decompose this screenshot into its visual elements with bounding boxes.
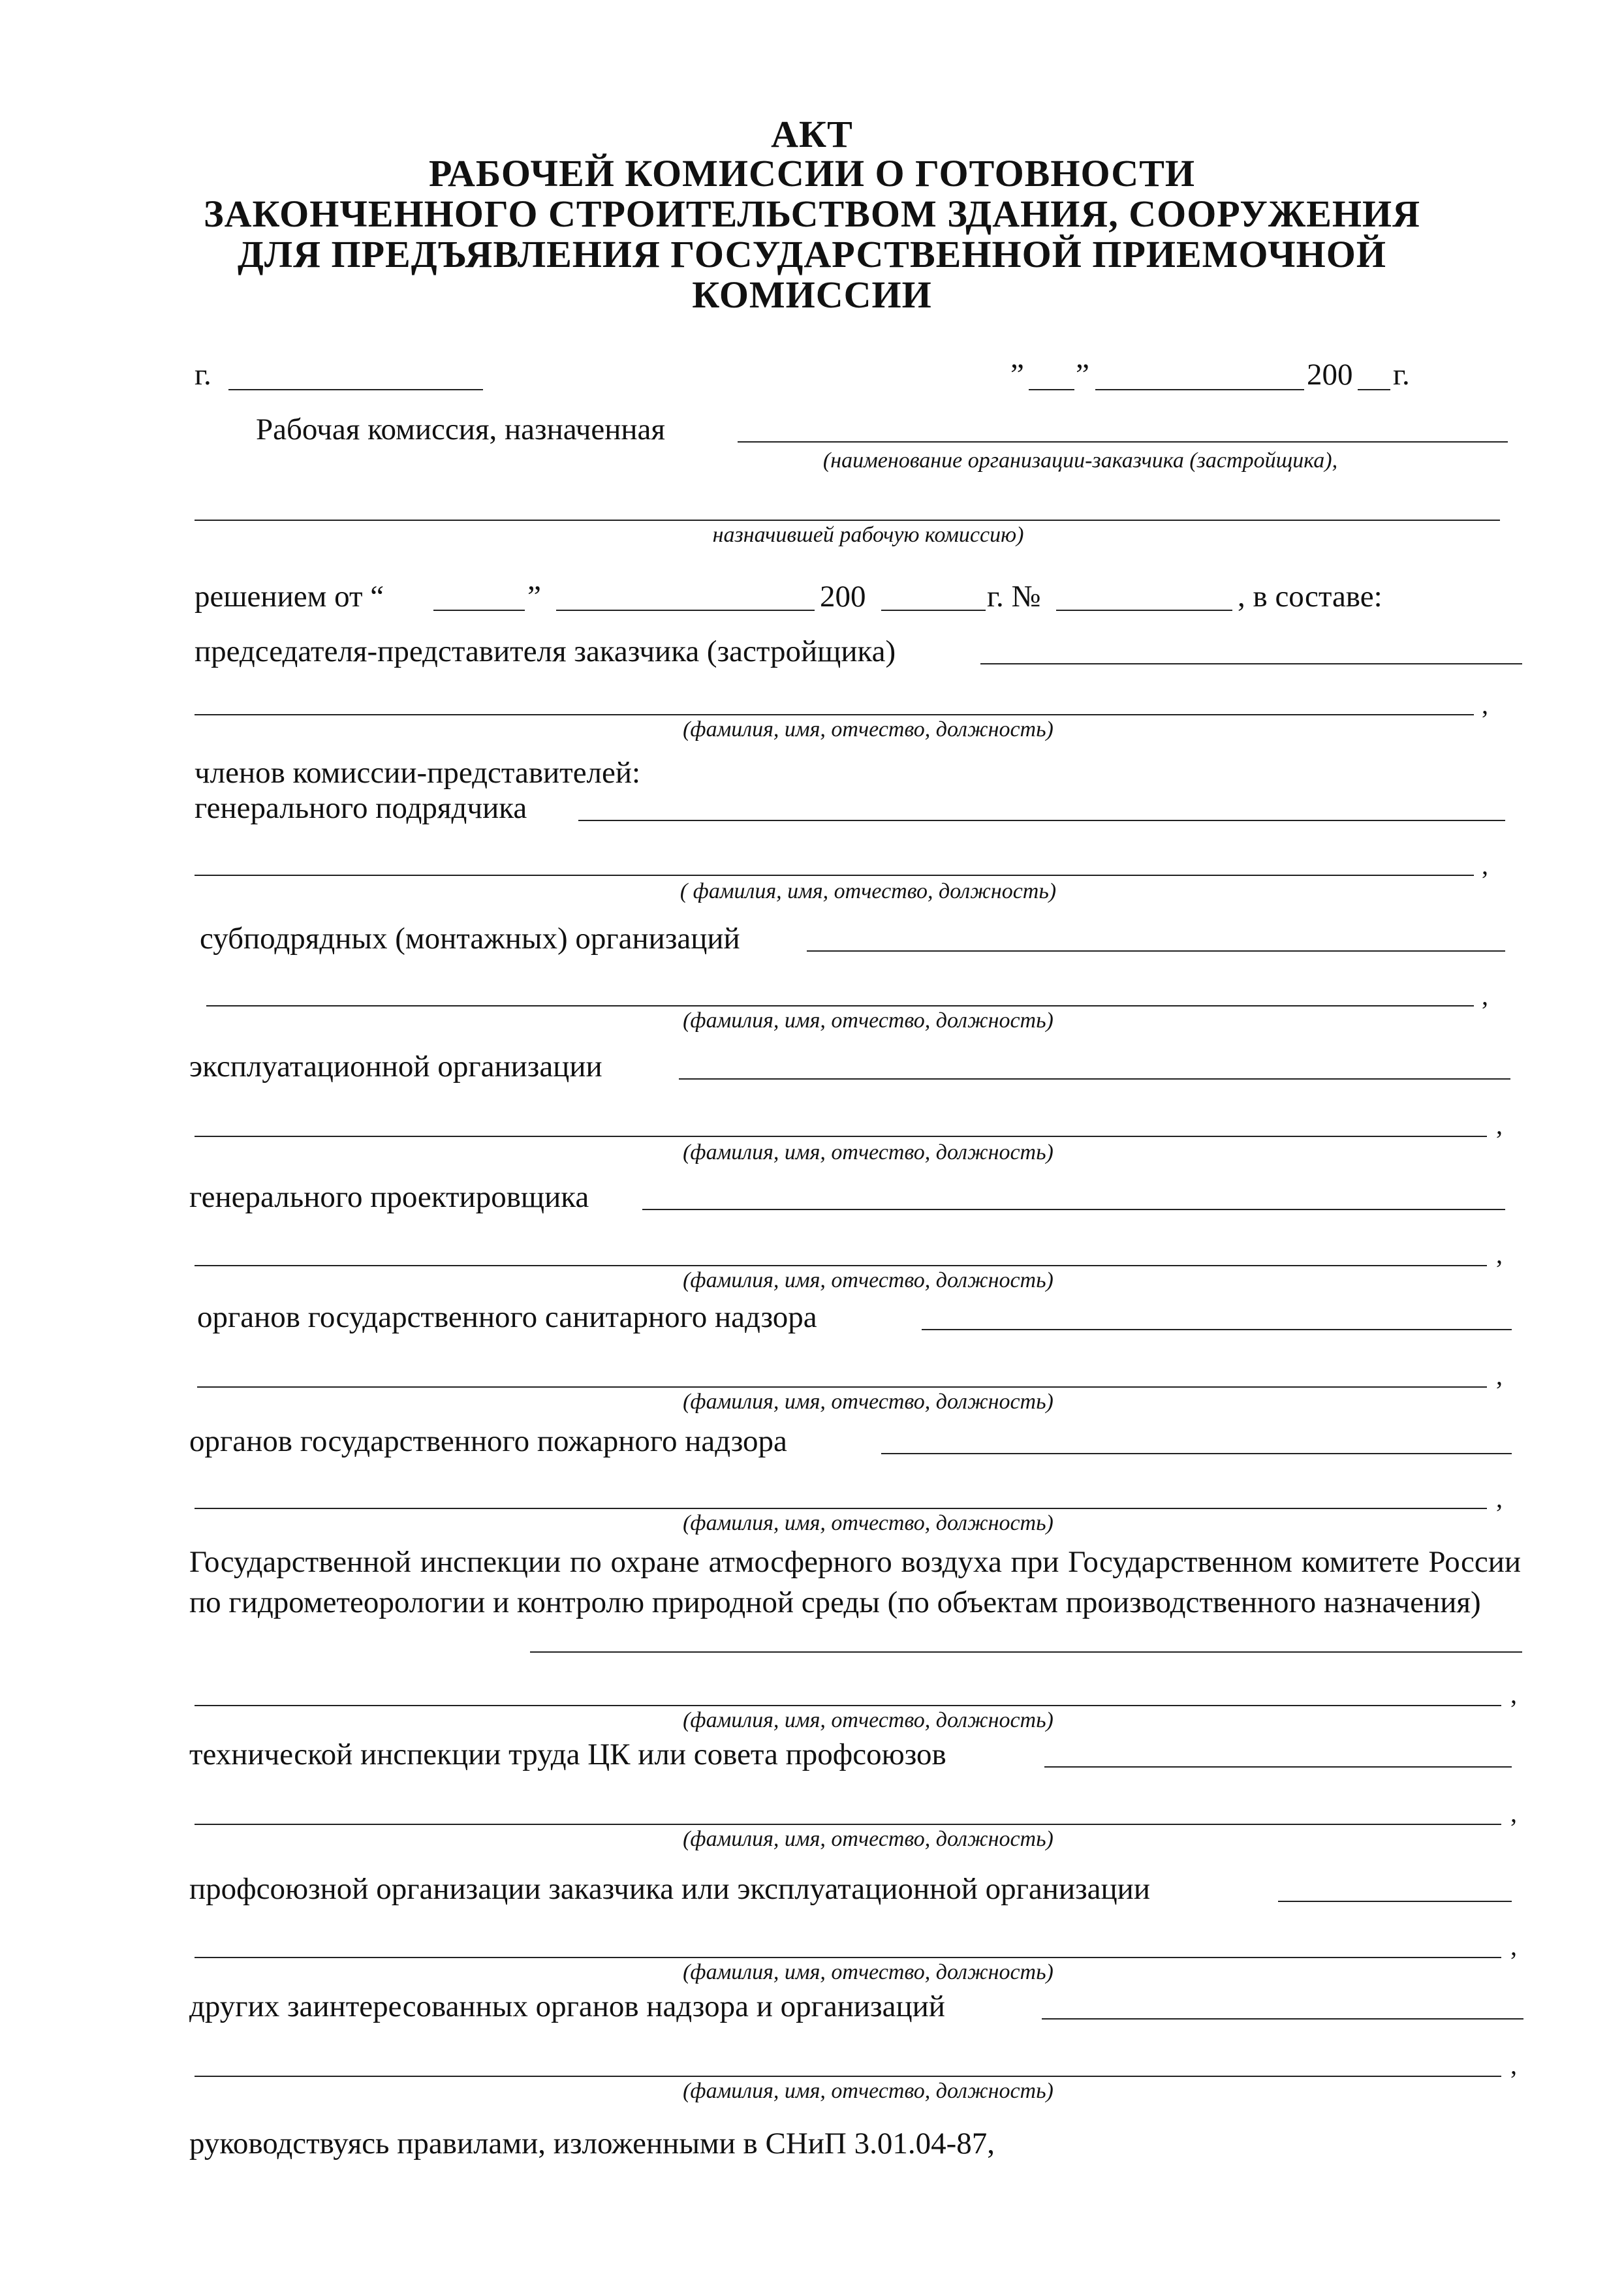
labor-inspection-comma: , [1510,1798,1517,1828]
decision-no-label: г. № [987,580,1041,614]
general-contractor-field-2[interactable] [195,875,1474,876]
title-line-2: ЗАКОНЧЕННОГО СТРОИТЕЛЬСТВОМ ЗДАНИЯ, СООРУЖЕНИЯ [203,193,1421,235]
sanitary-field-2[interactable] [197,1386,1487,1388]
trade-union-caption: (фамилия, имя, отчество, должность) [683,1960,1054,1984]
date-year-suffix: г. [1393,358,1410,392]
sanitary-caption: (фамилия, имя, отчество, должность) [683,1390,1054,1414]
chairman-comma: , [1482,690,1488,719]
subcontractors-comma: , [1482,981,1488,1010]
fire-field-2[interactable] [195,1508,1487,1509]
subcontractors-label: субподрядных (монтажных) организаций [200,922,740,956]
other-bodies-comma: , [1510,2050,1517,2080]
decision-month-field[interactable] [556,610,815,611]
general-designer-comma: , [1496,1240,1503,1269]
general-contractor-comma: , [1482,850,1488,880]
date-quote-open: ” [1010,358,1024,392]
guided-by-text: руководствуясь правилами, изложенными в СНиП 3.01.04-87, [189,2127,995,2160]
trade-union-field-2[interactable] [195,1957,1501,1958]
general-contractor-caption: ( фамилия, имя, отчество, должность) [679,879,1057,903]
org-caption: (наименование организации-заказчика (застройщика), [822,448,1338,473]
operating-org-field[interactable] [679,1078,1510,1080]
sanitary-comma: , [1496,1361,1503,1390]
date-year-prefix: 200 [1307,358,1353,392]
air-inspection-comma: , [1510,1679,1517,1709]
decision-prefix: решением от “ [195,580,384,614]
date-quote-close: ” [1076,358,1089,392]
other-bodies-label: других заинтересованных органов надзора и организаций [189,1989,945,2023]
trade-union-field[interactable] [1278,1901,1512,1902]
air-inspection-field-2[interactable] [195,1705,1501,1706]
trade-union-comma: , [1510,1931,1517,1961]
fire-caption: (фамилия, имя, отчество, должность) [683,1511,1054,1535]
members-label: членов комиссии-представителей: [195,756,641,790]
general-contractor-field[interactable] [578,820,1505,821]
decision-suffix: , в составе: [1238,580,1382,614]
decision-number-field[interactable] [1056,610,1232,611]
chairman-field-2[interactable] [195,714,1474,715]
fire-label: органов государственного пожарного надзора [189,1424,787,1458]
general-designer-caption: (фамилия, имя, отчество, должность) [683,1268,1054,1292]
other-bodies-field[interactable] [1042,2018,1523,2020]
air-inspection-label: Государственной инспекции по охране атмосферного воздуха при Государственном комитете России по гидрометеорологии и контролю природной среды (по объектам производственного назначения) [189,1545,1521,1619]
date-year-field[interactable] [1358,389,1390,390]
general-designer-field[interactable] [642,1209,1505,1210]
appointing-org-field[interactable] [738,441,1508,443]
decision-year-field[interactable] [881,610,986,611]
title-line-3: ДЛЯ ПРЕДЪЯВЛЕНИЯ ГОСУДАРСТВЕННОЙ ПРИЕМОЧНОЙ [237,233,1386,275]
general-designer-field-2[interactable] [195,1265,1487,1266]
appointed-label: Рабочая комиссия, назначенная [256,413,665,446]
air-inspection-caption: (фамилия, имя, отчество, должность) [683,1708,1054,1732]
general-contractor-label: генерального подрядчика [195,791,527,825]
decision-quote: ” [527,580,541,614]
chairman-field[interactable] [980,663,1522,664]
operating-org-field-2[interactable] [195,1136,1487,1137]
title-line-4: КОМИССИИ [692,273,932,316]
trade-union-label: профсоюзной организации заказчика или эксплуатационной организации [189,1872,1150,1906]
labor-inspection-caption: (фамилия, имя, отчество, должность) [683,1827,1054,1851]
operating-org-label: эксплуатационной организации [189,1050,602,1084]
general-designer-label: генерального проектировщика [189,1180,589,1214]
other-bodies-field-2[interactable] [195,2076,1501,2077]
city-prefix: г. [195,358,211,392]
chairman-label: председателя-представителя заказчика (застройщика) [195,634,896,668]
labor-inspection-field[interactable] [1044,1766,1512,1768]
chairman-caption: (фамилия, имя, отчество, должность) [683,717,1054,741]
subcontractors-field[interactable] [807,950,1505,952]
appointing-org-field-2[interactable] [195,520,1500,521]
date-day-field[interactable] [1029,389,1074,390]
operating-org-comma: , [1496,1110,1503,1140]
sanitary-label: органов государственного санитарного надзора [197,1300,817,1334]
decision-year: 200 [820,580,866,614]
org-caption-2: назначившей рабочую комиссию) [712,523,1024,547]
subcontractors-caption: (фамилия, имя, отчество, должность) [683,1008,1054,1033]
subcontractors-field-2[interactable] [206,1005,1474,1006]
other-bodies-caption: (фамилия, имя, отчество, должность) [683,2079,1054,2103]
labor-inspection-label: технической инспекции труда ЦК или совета профсоюзов [189,1738,946,1771]
air-inspection-field[interactable] [530,1651,1522,1653]
sanitary-field[interactable] [922,1329,1512,1330]
fire-field[interactable] [881,1453,1512,1454]
operating-org-caption: (фамилия, имя, отчество, должность) [683,1140,1054,1164]
title-line-1: РАБОЧЕЙ КОМИССИИ О ГОТОВНОСТИ [429,152,1195,195]
fire-comma: , [1496,1484,1503,1513]
date-month-field[interactable] [1095,389,1304,390]
labor-inspection-field-2[interactable] [195,1824,1501,1825]
decision-day-field[interactable] [433,610,525,611]
act-title: АКТ [771,113,853,155]
city-field[interactable] [228,389,483,390]
